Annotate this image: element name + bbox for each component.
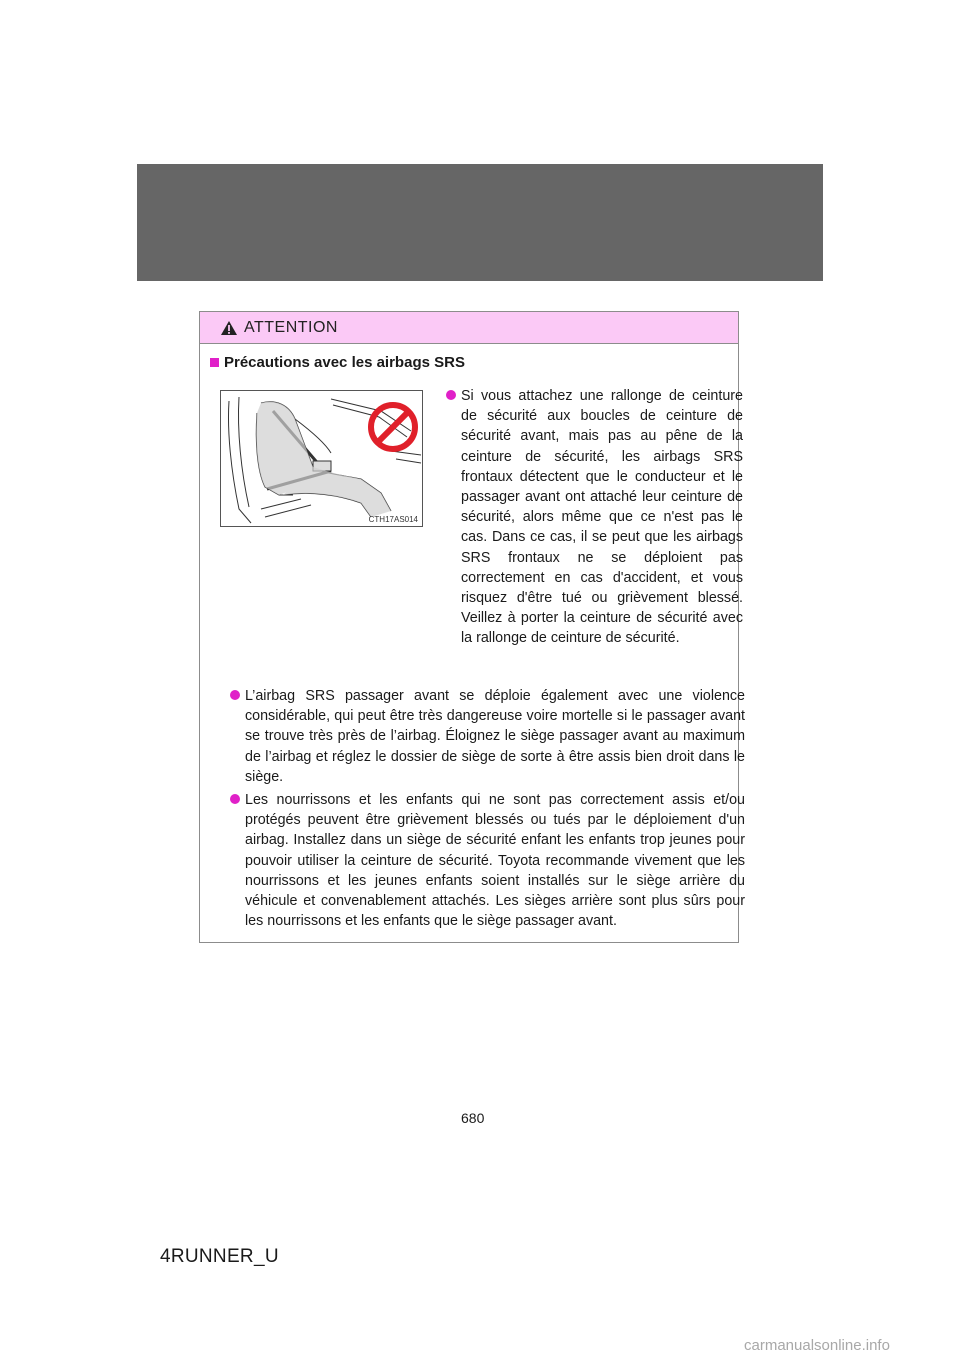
bullet-item [446,386,743,649]
figure-code: CTH17AS014 [368,515,418,524]
bullet-text: Si vous attachez une rallonge de ceinture de sécurité aux boucles de ceinture de sécurité avant, mais pas au pêne de la ceinture de sécurité, les airbags SRS frontaux détectent que le conducteur et le passager avant ont attaché leur ceinture de sécurité, alors même que ce n'est pas le cas. Dans ce cas, il se peut que les airbags SRS frontaux ne se déploient pas correctement en cas d'accident, et vous risquez d'être tué ou grièvement blessé. Veillez à porter la ceinture de sécurité avec la rallonge de ceinture de sécurité. [461,388,743,647]
seated-passenger-illustration [221,391,423,527]
bullet-item [230,686,745,787]
bullet-text: Les nourrissons et les enfants qui ne sont pas correctement assis et/ou protégés peuvent être grièvement blessés ou tués par le déploiement d'un airbag. Installez dans un siège de sécurité enfant les enfants trop jeunes pour pouvoir utiliser la ceinture de sécurité. Toyota recommande vivement que les nourrissons et les jeunes enfants soient installés sur le siège arrière du véhicule et convenablement attachés. Les sièges arrière sont plus sûrs pour les nourrissons et les enfants que le siège passager avant. [245,792,745,930]
bullet-icon [446,390,456,400]
bullet-item [230,790,745,931]
bullet-icon [230,690,240,700]
prohibition-icon [371,405,415,449]
seatbelt-illustration [220,390,423,527]
section-square-icon [210,358,219,367]
footer-code: 4RUNNER_U [160,1246,279,1267]
watermark: carmanualsonline.info [744,1337,890,1354]
warning-box [199,311,745,943]
bullet-text: L’airbag SRS passager avant se déploie également avec une violence considérable, qui peut être très dangereuse voire mortelle si le passager avant se trouve très près de l’airbag. Éloignez le siège passager avant au maximum de l’airbag et réglez le dossier de siège de sorte à être assis bien droit dans le siège. [245,688,745,785]
header-band [137,164,823,281]
warning-title: ATTENTION [244,318,338,336]
page-number: 680 [461,1110,485,1126]
section-title [210,354,465,371]
warning-header [200,312,738,344]
bullet-icon [230,794,240,804]
section-title-text: Précautions avec les airbags SRS [224,354,465,371]
warning-icon [220,320,238,336]
